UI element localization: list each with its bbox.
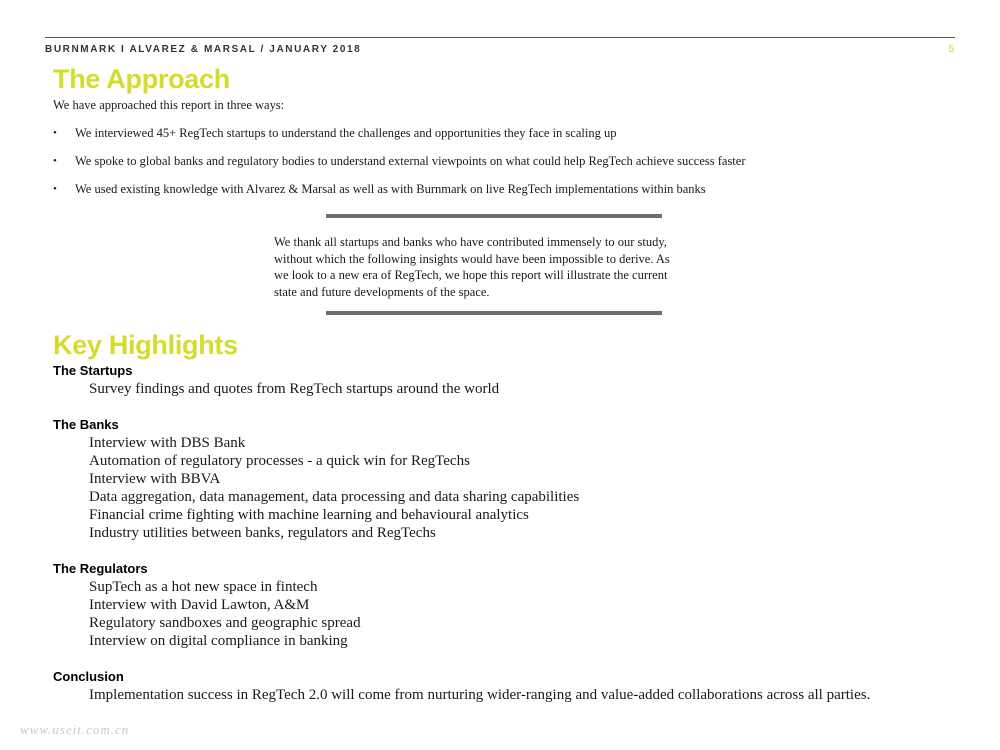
group-item: Implementation success in RegTech 2.0 will come from nurturing wider-ranging and value-added collaborations across all parties. — [89, 687, 871, 703]
group-item: Interview with David Lawton, A&M — [89, 597, 310, 613]
group-item: Regulatory sandboxes and geographic spread — [89, 615, 361, 631]
group-item: Industry utilities between banks, regulators and RegTechs — [89, 525, 436, 541]
approach-bullet — [53, 125, 746, 153]
group-item: Survey findings and quotes from RegTech startups around the world — [89, 381, 500, 397]
group-item: Data aggregation, data management, data processing and data sharing capabilities — [89, 489, 580, 505]
group-item: Interview with BBVA — [89, 471, 221, 487]
approach-bullet — [53, 153, 746, 181]
highlights-list — [53, 362, 953, 722]
bullet-dot-icon: • — [53, 155, 57, 167]
group-item: Financial crime fighting with machine learning and behavioural analytics — [89, 507, 529, 523]
approach-title: The Approach — [53, 64, 230, 94]
highlight-group-regulators — [53, 560, 953, 650]
thanks-line: We thank all startups and banks who have contributed immensely to our study, — [274, 235, 667, 249]
group-heading: The Regulators — [53, 561, 148, 576]
group-item: Automation of regulatory processes - a quick win for RegTechs — [89, 453, 470, 469]
approach-bullet-list — [53, 125, 746, 209]
watermark: www.useit.com.cn — [20, 722, 130, 737]
thanks-line: we look to a new era of RegTech, we hope this report will illustrate the current — [274, 268, 668, 282]
thanks-rule-top — [326, 214, 662, 218]
page-number: 5 — [948, 44, 954, 55]
approach-intro: We have approached this report in three ways: — [53, 98, 285, 112]
thanks-note — [274, 234, 704, 300]
group-item: Interview with DBS Bank — [89, 435, 246, 451]
approach-bullet-text: We interviewed 45+ RegTech startups to understand the challenges and opportunities they face in scaling up — [75, 126, 617, 140]
highlight-group-startups — [53, 362, 953, 398]
running-header: BURNMARK I ALVAREZ & MARSAL / JANUARY 2018 — [45, 44, 362, 55]
approach-bullet — [53, 181, 746, 209]
group-heading: Conclusion — [53, 669, 124, 684]
approach-bullet-text: We used existing knowledge with Alvarez & Marsal as well as with Burnmark on live RegTech implementations within banks — [75, 182, 706, 196]
group-heading: The Startups — [53, 363, 133, 378]
approach-bullet-text: We spoke to global banks and regulatory bodies to understand external viewpoints on what could help RegTech achieve success faster — [75, 154, 746, 168]
highlight-group-banks — [53, 416, 953, 542]
header-rule — [45, 37, 955, 38]
group-item: SupTech as a hot new space in fintech — [89, 579, 318, 595]
bullet-dot-icon: • — [53, 183, 57, 195]
thanks-rule-bottom — [326, 311, 662, 315]
group-item: Interview on digital compliance in banking — [89, 633, 348, 649]
highlights-title: Key Highlights — [53, 330, 238, 360]
thanks-line: state and future developments of the space. — [274, 284, 490, 299]
thanks-line: without which the following insights would have been impossible to derive. As — [274, 251, 670, 266]
highlight-group-conclusion — [53, 668, 953, 704]
bullet-dot-icon: • — [53, 127, 57, 139]
group-heading: The Banks — [53, 417, 119, 432]
